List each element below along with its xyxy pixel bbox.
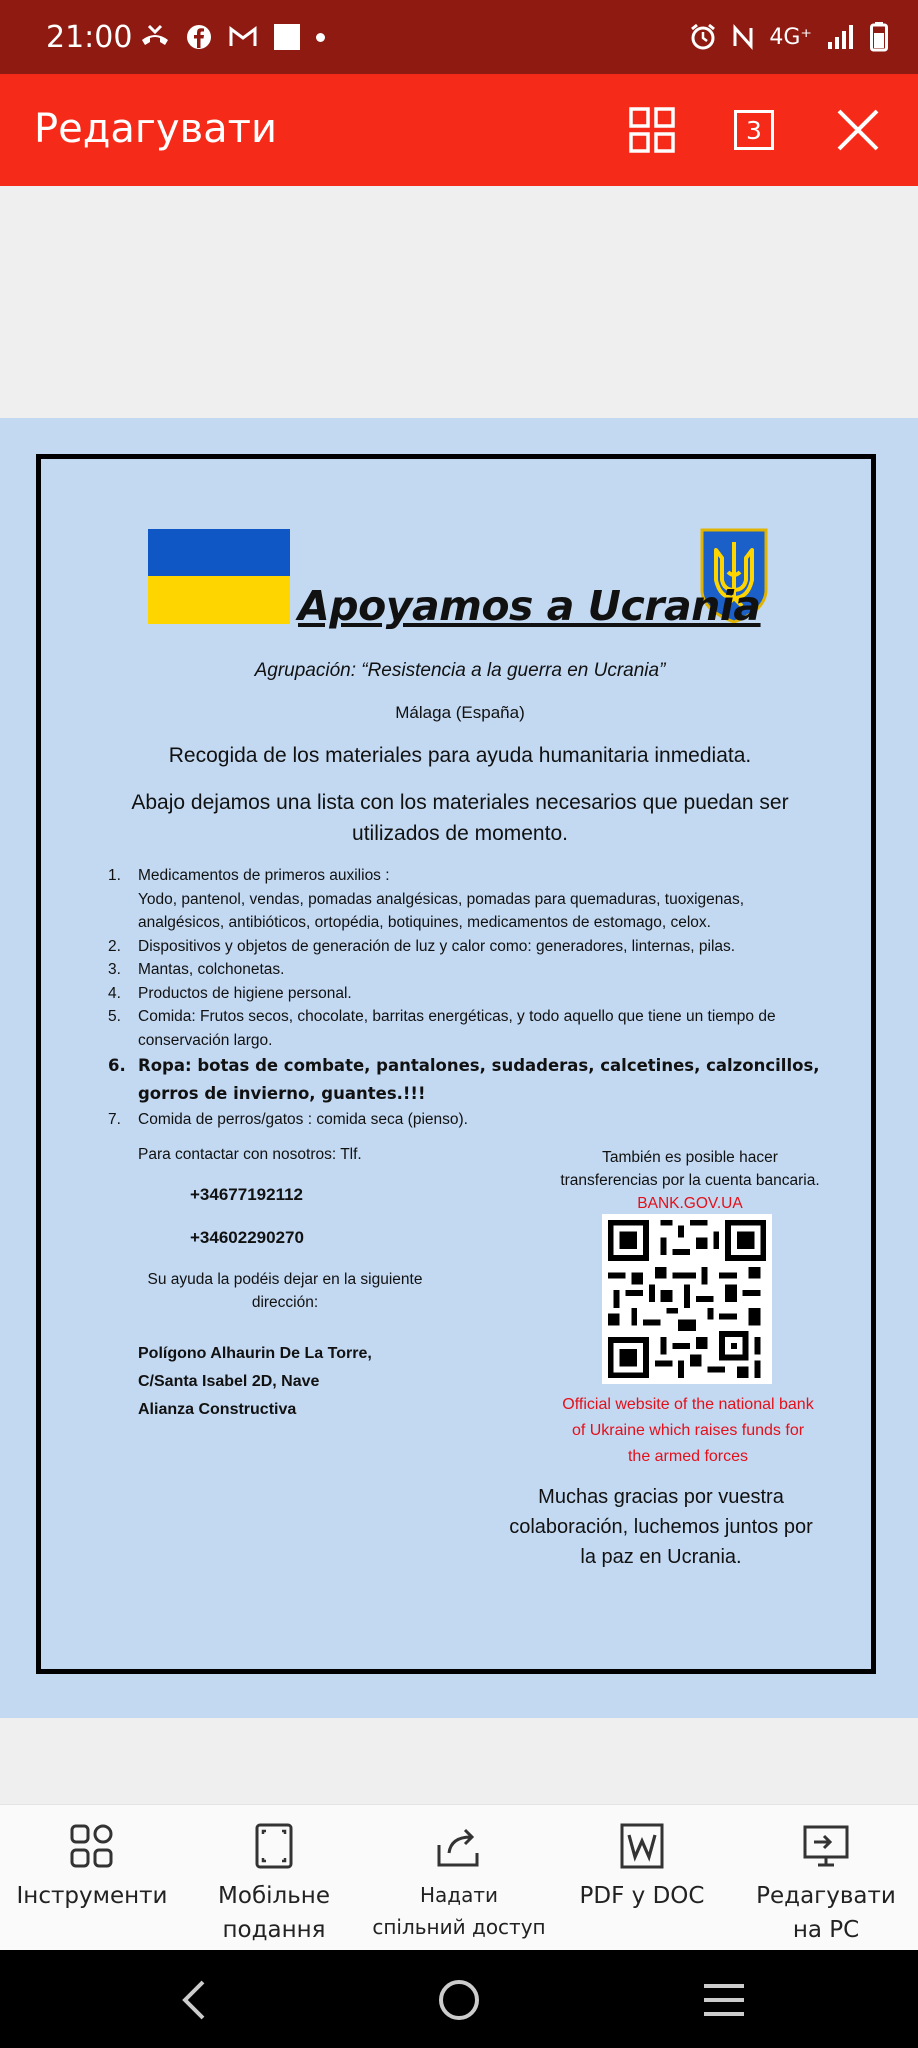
materials-list bbox=[108, 864, 838, 1132]
nfc-icon bbox=[731, 24, 755, 50]
facebook-icon bbox=[186, 24, 212, 50]
page-count-button[interactable] bbox=[726, 102, 782, 158]
page-title: Редагувати bbox=[34, 106, 277, 152]
app-bar bbox=[0, 74, 918, 186]
back-button[interactable] bbox=[164, 1972, 224, 2028]
battery-icon bbox=[870, 22, 888, 52]
notification-square-icon bbox=[274, 24, 300, 50]
close-button[interactable] bbox=[830, 102, 886, 158]
signal-icon bbox=[826, 24, 856, 50]
word-doc-icon bbox=[620, 1823, 664, 1869]
bank-site: BANK.GOV.UA bbox=[637, 1195, 743, 1212]
thanks-text: Muchas gracias por vuestra colaboración, luchemos juntos por la paz en Ucrania. bbox=[509, 1486, 813, 1568]
document-title: Apoyamos a Ucrania bbox=[298, 582, 761, 630]
address-label: Su ayuda la podéis dejar en la siguiente dirección: bbox=[147, 1271, 423, 1311]
share-button[interactable]: Надати спільний доступ bbox=[369, 1819, 549, 1943]
status-time: 21:00 bbox=[46, 20, 133, 55]
share-icon bbox=[435, 1823, 483, 1869]
list-intro: Abajo dejamos una lista con los materiales necesarios que puedan ser utilizados de momento. bbox=[131, 791, 789, 845]
bank-note: Official website of the national bank of Ukraine which raises funds for the armed forces bbox=[562, 1396, 814, 1465]
canvas-margin-top bbox=[0, 186, 918, 418]
close-icon bbox=[836, 108, 880, 152]
group-name: Agrupación: “Resistencia a la guerra en Ucrania” bbox=[254, 660, 666, 681]
recent-apps-button[interactable] bbox=[694, 1972, 754, 2028]
gmail-icon bbox=[228, 25, 258, 49]
more-notifications-dot-icon bbox=[316, 33, 325, 42]
list-item: 1. Medicamentos de primeros auxilios : Yodo, pantenol, vendas, pomadas analgésicas, pomadas para quemaduras, tuoxigenas, analgésicos, antibióticos, ortopédia, botiquines, medicamentos de estomago, celox. bbox=[108, 867, 745, 931]
grid-icon bbox=[628, 106, 676, 154]
system-navigation-bar bbox=[0, 1950, 918, 2048]
bank-qr-code[interactable] bbox=[602, 1214, 772, 1384]
phone-number: +34602290270 bbox=[190, 1228, 304, 1247]
list-item-clothing: 6. Ropa: botas de combate, pantalones, sudaderas, calcetines, calzoncillos, gorros de invierno, guantes.!!! bbox=[108, 1056, 820, 1103]
page-count: 3 bbox=[734, 110, 774, 150]
contact-label: Para contactar con nosotros: Tlf. bbox=[138, 1146, 362, 1163]
edit-on-pc-button[interactable]: Редагувати на PC bbox=[736, 1819, 916, 1947]
list-item: 5. Comida: Frutos secos, chocolate, barritas energéticas, y todo aquello que tiene un tiempo de conservación largo. bbox=[108, 1008, 776, 1049]
home-icon bbox=[437, 1978, 481, 2022]
canvas-margin-bottom bbox=[0, 1718, 918, 1804]
list-item: 2. Dispositivos y objetos de generación de luz y calor como: generadores, linternas, pilas. bbox=[108, 937, 736, 955]
ukraine-flag bbox=[148, 529, 290, 624]
status-bar bbox=[0, 0, 918, 74]
pdf-to-doc-button[interactable]: PDF у DOC bbox=[552, 1819, 732, 1913]
bank-transfer-text: También es posible hacer transferencias por la cuenta bancaria. BANK.GOV.UA bbox=[540, 1146, 840, 1215]
missed-call-icon bbox=[140, 24, 170, 50]
city: Málaga (España) bbox=[395, 703, 525, 722]
home-button[interactable] bbox=[429, 1972, 489, 2028]
mobile-view-button[interactable]: Мобільне подання bbox=[184, 1819, 364, 1947]
menu-icon bbox=[702, 1982, 746, 2018]
tools-icon bbox=[69, 1823, 115, 1869]
pc-icon bbox=[802, 1824, 850, 1868]
phone-number: +34677192112 bbox=[190, 1185, 303, 1204]
back-icon bbox=[179, 1978, 209, 2022]
network-type: 4G⁺ bbox=[769, 24, 812, 50]
alarm-icon bbox=[689, 23, 717, 51]
tools-button[interactable]: Інструменти bbox=[2, 1819, 182, 1913]
grid-view-button[interactable] bbox=[624, 102, 680, 158]
bottom-toolbar bbox=[0, 1804, 918, 1951]
list-item: 4. Productos de higiene personal. bbox=[108, 984, 352, 1002]
list-item: 3. Mantas, colchonetas. bbox=[108, 961, 285, 978]
list-item: 7. Comida de perros/gatos : comida seca (pienso). bbox=[108, 1111, 468, 1128]
address: Polígono Alhaurin De La Torre, C/Santa Isabel 2D, Nave Alianza Constructiva bbox=[138, 1345, 372, 1418]
intro-text: Recogida de los materiales para ayuda humanitaria inmediata. bbox=[168, 744, 752, 767]
mobile-view-icon bbox=[254, 1822, 294, 1870]
